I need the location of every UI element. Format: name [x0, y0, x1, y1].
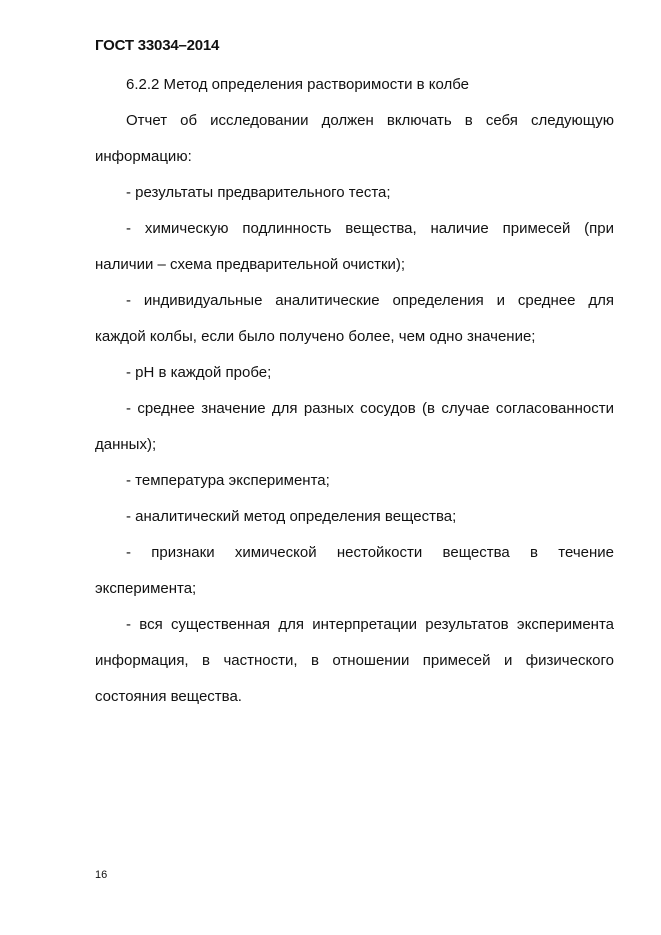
page-number: 16: [95, 869, 108, 881]
standard-code-header: ГОСТ 33034–2014: [95, 37, 220, 54]
list-item: - вся существенная для интерпретации результатов эксперимента информация, в частности, в отношении примесей и физического состояния вещества.: [95, 616, 614, 705]
list-item: - среднее значение для разных сосудов (в случае согласованности данных);: [95, 400, 614, 453]
document-body: [95, 67, 614, 715]
section-heading: 6.2.2 Метод определения растворимости в колбе: [126, 76, 470, 93]
list-item: - pH в каждой пробе;: [126, 364, 272, 381]
list-item: - аналитический метод определения вещества;: [126, 508, 457, 525]
list-item: - индивидуальные аналитические определения и среднее для каждой колбы, если было получено более, чем одно значение;: [95, 292, 614, 345]
list-item: - результаты предварительного теста;: [126, 184, 391, 201]
list-item: - химическую подлинность вещества, наличие примесей (при наличии – схема предварительной очистки);: [95, 220, 614, 273]
list-item: - признаки химической нестойкости вещества в течение эксперимента;: [95, 544, 614, 597]
list-item: - температура эксперимента;: [126, 472, 330, 489]
intro-paragraph: Отчет об исследовании должен включать в себя следующую информацию:: [95, 112, 614, 165]
